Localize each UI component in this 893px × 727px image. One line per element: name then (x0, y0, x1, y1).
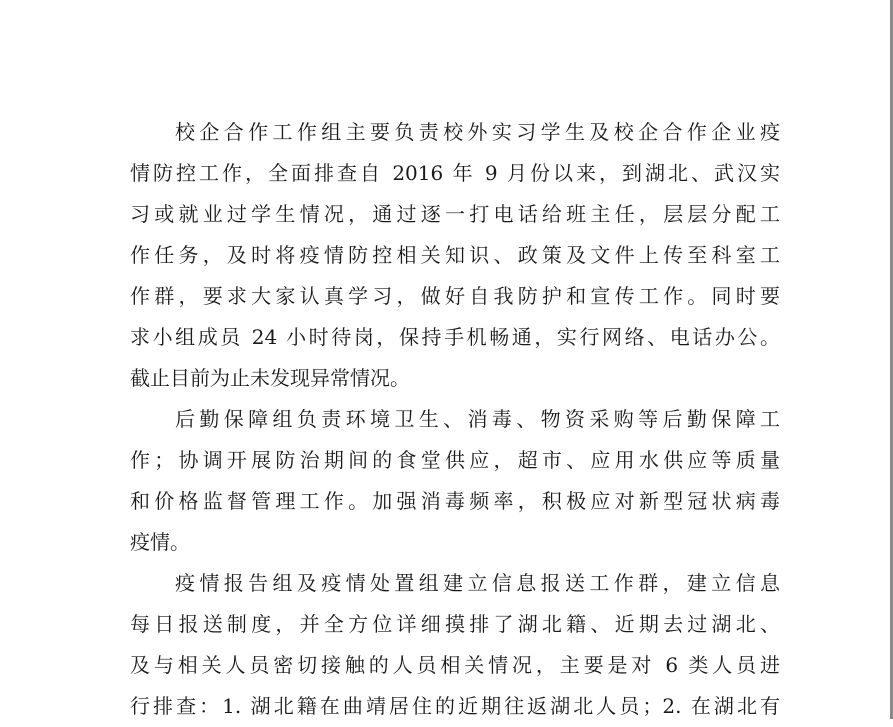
text-line: 求小组成员 24 小时待岗，保持手机畅通，实行网络、电话办公。 (130, 325, 780, 349)
text-line: 疫情。 (130, 530, 190, 554)
paragraph-logistics (130, 399, 780, 563)
text-line: 校企合作工作组主要负责校外实习学生及校企合作企业疫 (175, 120, 780, 144)
document-body (130, 112, 780, 727)
text-line: 后勤保障组负责环境卫生、消毒、物资采购等后勤保障工 (175, 407, 780, 431)
text-line: 截止目前为止未发现异常情况。 (130, 366, 410, 390)
paragraph-epidemic-report (130, 563, 780, 727)
text-line: 情防控工作，全面排查自 2016 年 9 月份以来，到湖北、武汉实 (130, 161, 780, 185)
text-line: 行排查：1. 湖北籍在曲靖居住的近期往返湖北人员；2. 在湖北有 (130, 694, 780, 718)
text-line: 和价格监督管理工作。加强消毒频率，积极应对新型冠状病毒 (130, 489, 780, 513)
text-line: 作群，要求大家认真学习，做好自我防护和宣传工作。同时要 (130, 284, 780, 308)
text-line: 每日报送制度，并全方位详细摸排了湖北籍、近期去过湖北、 (130, 612, 780, 636)
text-line: 作；协调开展防治期间的食堂供应，超市、应用水供应等质量 (130, 448, 780, 472)
text-line: 疫情报告组及疫情处置组建立信息报送工作群，建立信息 (175, 571, 780, 595)
text-line: 习或就业过学生情况，通过逐一打电话给班主任，层层分配工 (130, 202, 780, 226)
paragraph-school-enterprise (130, 112, 780, 399)
text-line: 及与相关人员密切接触的人员相关情况，主要是对 6 类人员进 (130, 653, 780, 677)
text-line: 作任务，及时将疫情防控相关知识、政策及文件上传至科室工 (130, 243, 780, 267)
